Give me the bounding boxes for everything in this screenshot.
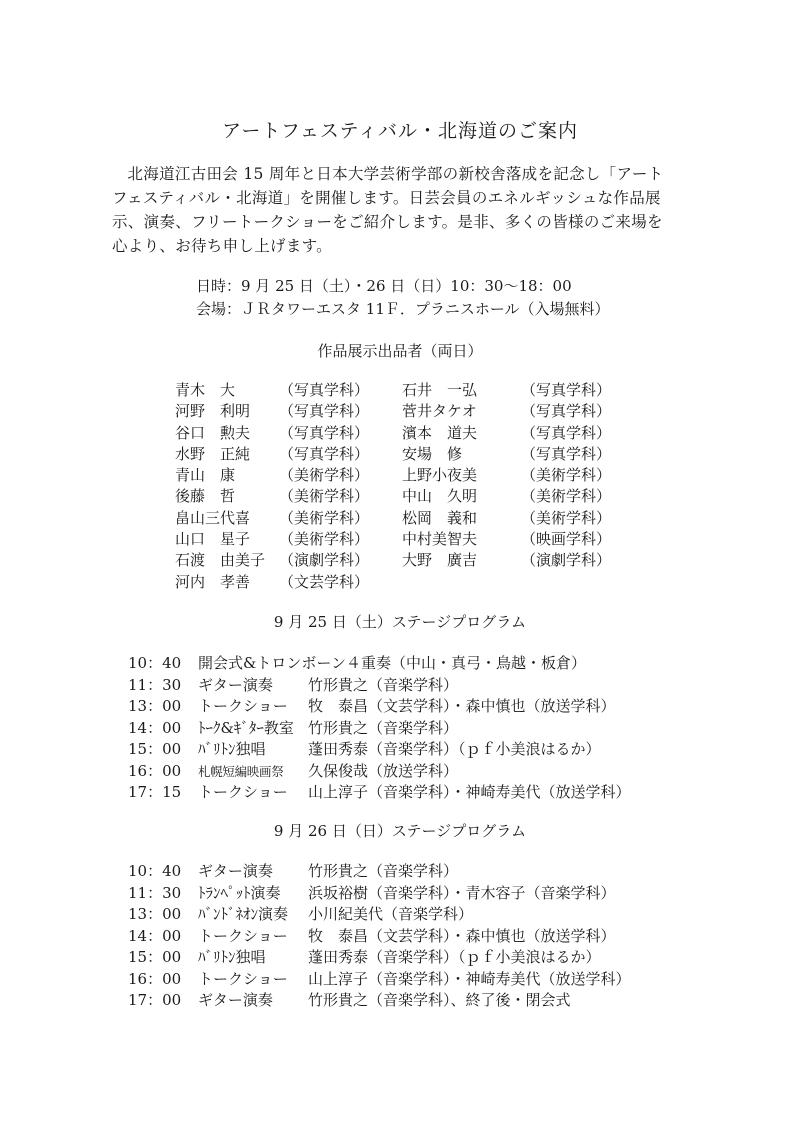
exhibitor-name: 石渡 由美子 (175, 551, 266, 570)
program-performer: 牧 泰昌（文芸学科）・森中慎也（放送学科） (308, 697, 616, 715)
exhibitor-name: 石井 一弘 (402, 381, 478, 399)
intro-line: 北海道江古田会 15 周年と日本大学芸術学部の新校舎落成を記念し「アート (127, 165, 664, 183)
exhibitor-department: （演劇学科） (279, 551, 370, 570)
exhibitor-row (175, 444, 615, 465)
program-performer: 竹形貴之（音楽学科） (308, 675, 459, 694)
program-title: トークショー (198, 969, 288, 988)
exhibitor-department: （写真学科） (279, 402, 370, 421)
program-time: 11：30 (128, 883, 182, 902)
exhibitor-row (175, 465, 615, 486)
intro-line: 心より、お待ち申し上げます。 (112, 237, 332, 255)
exhibitor-name: 青木 大 (175, 381, 236, 399)
exhibitor-name: 山口 星子 (175, 530, 251, 549)
program-row (128, 861, 688, 883)
program-time: 16：00 (128, 969, 182, 988)
exhibitor-department: （文芸学科） (279, 572, 370, 591)
exhibitor-department: （美術学科） (521, 466, 612, 485)
program-row (128, 696, 688, 718)
exhibitor-name: 青山 康 (175, 466, 236, 485)
exhibitor-name: 大野 廣吉 (402, 551, 478, 570)
exhibitor-name: 河内 孝善 (175, 572, 251, 591)
intro-line: フェスティバル・北海道」を開催します。日芸会員のエネルギッシュな作品展 (112, 189, 661, 207)
program-day1-heading: 9 月 25 日（土）ステージプログラム (273, 613, 527, 631)
program-title: トークショー (198, 926, 288, 945)
exhibitor-name: 中村美智夫 (402, 530, 478, 549)
program-row (128, 926, 688, 948)
program-title: ﾊﾞﾘﾄﾝ独唱 (198, 948, 266, 966)
program-row (128, 990, 688, 1012)
program-day2-heading: 9 月 26 日（日）ステージプログラム (273, 822, 527, 840)
exhibitor-department: （演劇学科） (521, 551, 612, 570)
exhibitor-row (175, 529, 615, 550)
exhibitor-name: 谷口 勲夫 (175, 423, 251, 442)
exhibitor-row (175, 423, 615, 444)
program-performer: 浜坂裕樹（音楽学科）・青木容子（音楽学科） (308, 883, 616, 902)
program-time: 11：30 (128, 675, 182, 694)
exhibitor-department: （写真学科） (521, 402, 612, 421)
exhibitor-department: （写真学科） (279, 381, 370, 399)
program-title: トークショー (198, 783, 288, 801)
exhibitor-row (175, 380, 615, 401)
program-time: 15：00 (128, 948, 182, 966)
exhibitor-list (175, 380, 615, 593)
exhibitor-name: 畠山三代喜 (175, 508, 251, 527)
page-title: アートフェスティバル・北海道のご案内 (221, 120, 578, 142)
program-time: 14：00 (128, 926, 182, 945)
exhibitor-name: 安場 修 (402, 444, 463, 463)
exhibitor-department: （美術学科） (521, 508, 612, 527)
exhibitor-department: （写真学科） (279, 423, 370, 442)
event-datetime: 日時：9 月 25 日（土）・26 日（日）10：30〜18：00 (196, 277, 572, 295)
program-performer: 牧 泰昌（文芸学科）・森中慎也（放送学科） (308, 926, 616, 945)
program-row (128, 675, 688, 697)
program-time: 17：00 (128, 991, 182, 1009)
program-time: 10：40 (128, 862, 182, 880)
program-row (128, 718, 688, 740)
exhibitor-row (175, 550, 615, 571)
program-title: ギター演奏 (198, 991, 273, 1009)
program-time: 10：40 (128, 654, 182, 672)
program-title: トークショー (198, 697, 288, 715)
exhibitor-name: 濱本 道夫 (402, 423, 478, 442)
program-title: ギター演奏 (198, 862, 273, 880)
program-time: 16：00 (128, 761, 182, 780)
exhibitor-department: （写真学科） (279, 444, 370, 463)
program-time: 13：00 (128, 697, 182, 715)
program-title: ﾄｰｸ&ｷﾞﾀｰ教室 (198, 718, 294, 737)
program-performer: 竹形貴之（音楽学科）、終了後・閉会式 (308, 991, 571, 1009)
exhibitor-department: （美術学科） (279, 508, 370, 527)
exhibitor-name: 水野 正純 (175, 444, 251, 463)
intro-paragraph (112, 162, 708, 258)
exhibitor-department: （写真学科） (521, 444, 612, 463)
program-row (128, 947, 688, 969)
exhibitor-name: 後藤 哲 (175, 487, 236, 506)
exhibitor-department: （美術学科） (279, 466, 370, 485)
program-time: 13：00 (128, 905, 182, 923)
exhibitor-row (175, 486, 615, 507)
exhibitor-name: 河野 利明 (175, 402, 251, 421)
exhibitor-row (175, 401, 615, 422)
exhibitor-row (175, 508, 615, 529)
program-row (128, 969, 688, 991)
program-performer: 竹形貴之（音楽学科） (308, 862, 459, 880)
program-time: 17：15 (128, 783, 182, 801)
program-row (128, 782, 688, 804)
intro-line: 示、演奏、フリートークショーをご紹介します。是非、多くの皆様のご来場を (112, 213, 663, 231)
program-performer: 山上淳子（音楽学科）・神崎寿美代（放送学科） (308, 969, 631, 988)
program-performer: 竹形貴之（音楽学科） (308, 718, 459, 737)
event-info (196, 275, 610, 321)
program-row (128, 739, 688, 761)
program-title: ﾄﾗﾝﾍﾟｯﾄ演奏 (198, 883, 281, 902)
program-row (128, 904, 688, 926)
program-performer: 山上淳子（音楽学科）・神崎寿美代（放送学科） (308, 783, 631, 801)
exhibitor-name: 中山 久明 (402, 487, 478, 506)
exhibitor-department: （美術学科） (279, 487, 370, 506)
program-performer: 久保俊哉（放送学科） (308, 761, 459, 780)
program-title: ギター演奏 (198, 675, 273, 694)
exhibitors-heading: 作品展示出品者（両日） (317, 342, 483, 360)
exhibitor-row (175, 572, 615, 593)
exhibitor-name: 松岡 義和 (402, 508, 478, 527)
program-performer: 小川紀美代（音楽学科） (308, 905, 474, 923)
program-performer: 蓬田秀泰（音楽学科）（ｐｆ小美浪はるか） (308, 740, 601, 758)
program-title: ﾊﾞﾘﾄﾝ独唱 (198, 740, 266, 758)
event-venue: 会場：ＪＲタワーエスタ 11Ｆ．プラニスホール（入場無料） (196, 300, 610, 318)
exhibitor-department: （写真学科） (521, 423, 612, 442)
program-day1-list (128, 653, 688, 804)
program-row (128, 653, 688, 675)
exhibitor-department: （映画学科） (521, 530, 612, 549)
program-day2-list (128, 861, 688, 1012)
exhibitor-name: 上野小夜美 (402, 466, 478, 485)
program-row (128, 761, 688, 783)
program-title: 開会式&トロンボーン４重奏（中山・真弓・鳥越・板倉） (198, 654, 587, 672)
exhibitor-department: （美術学科） (521, 487, 612, 506)
exhibitor-name: 菅井タケオ (402, 402, 477, 421)
program-title: ﾊﾞﾝﾄﾞﾈｵﾝ演奏 (198, 905, 289, 923)
program-performer: 蓬田秀泰（音楽学科）（ｐｆ小美浪はるか） (308, 948, 601, 966)
program-time: 14：00 (128, 718, 182, 737)
exhibitor-department: （写真学科） (521, 381, 612, 399)
program-time: 15：00 (128, 740, 182, 758)
program-row (128, 883, 688, 905)
exhibitor-department: （美術学科） (279, 530, 370, 549)
program-title: 札幌短編映画祭 (198, 763, 284, 779)
